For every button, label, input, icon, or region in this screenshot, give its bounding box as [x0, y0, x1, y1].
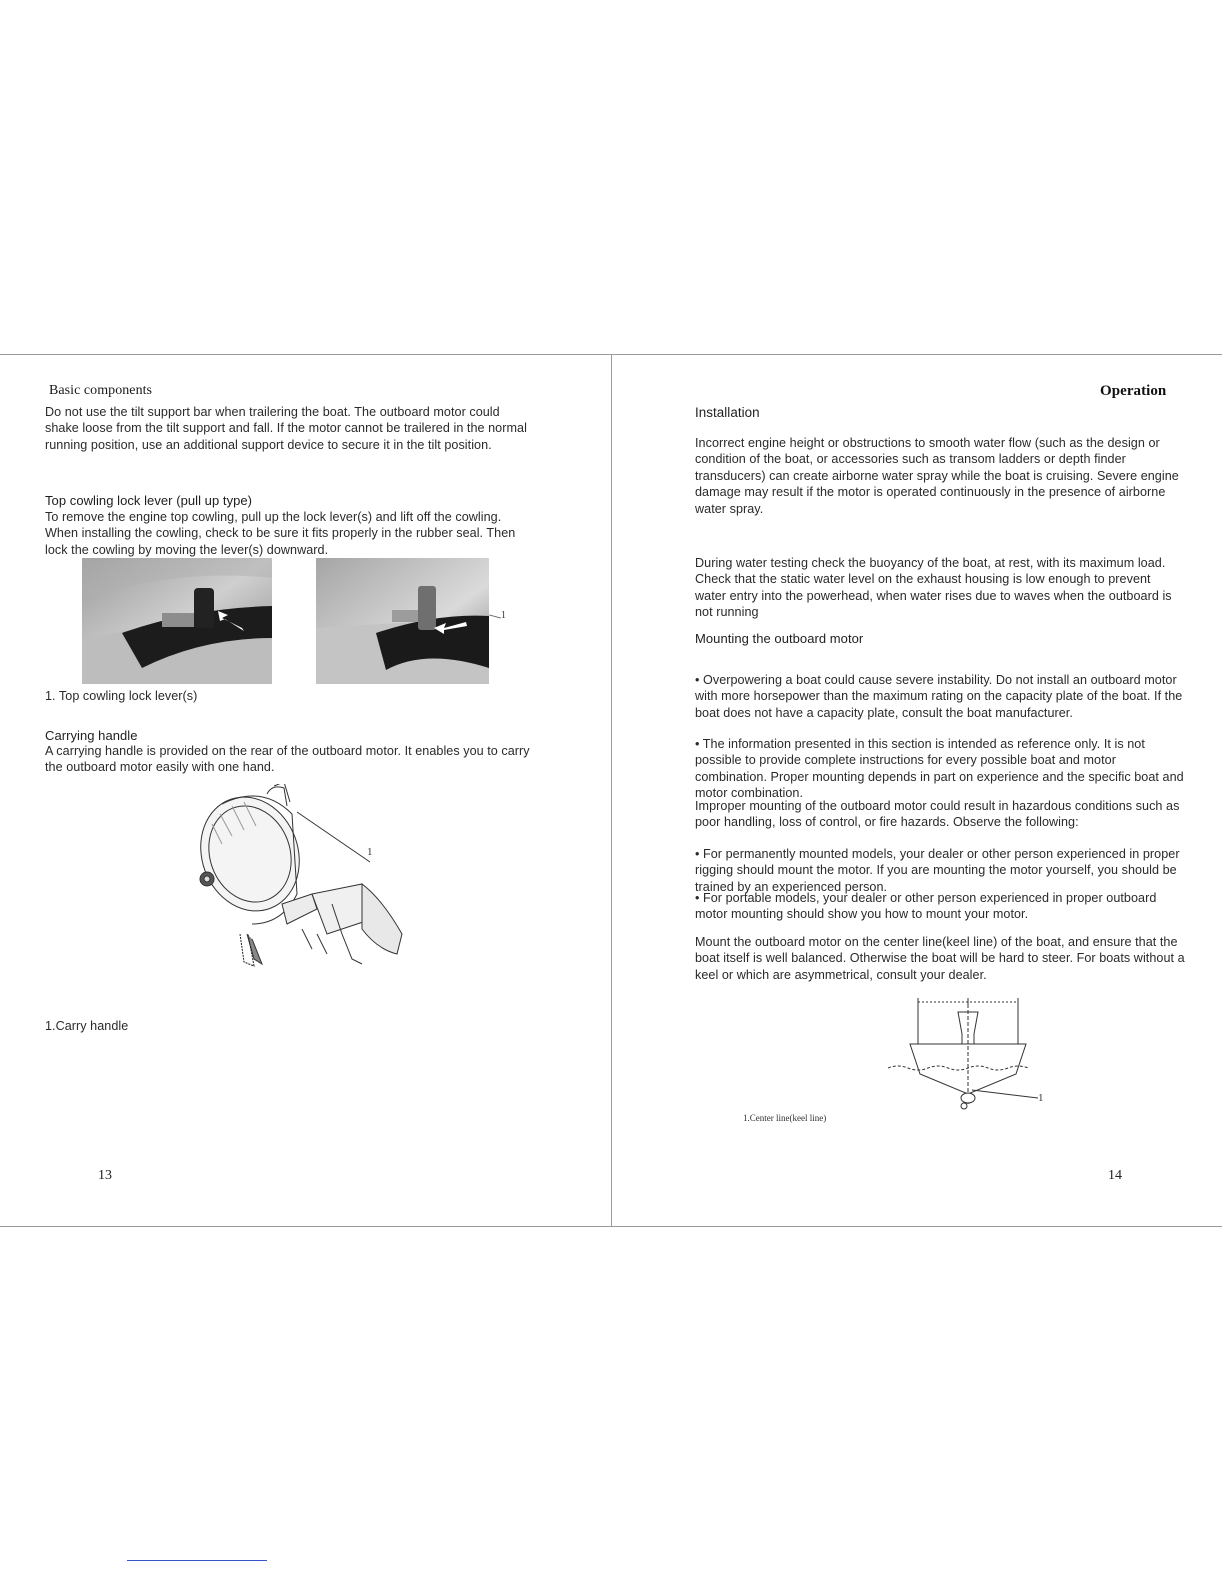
- outboard-motor-drawing: [192, 784, 412, 984]
- diagram-callout-number: 1: [1038, 1092, 1044, 1104]
- installation-paragraph: Incorrect engine height or obstructions to smooth water flow (such as the design or condition of the boat, or accessories such as transom ladders or depth finder transducers) can create airborne water spray while the boat is cruising. Severe engine damage may result if the motor is operated continuously in the presence of airborne water spray.: [695, 436, 1179, 516]
- intro-paragraph: Do not use the tilt support bar when trailering the boat. The outboard motor could shake loose from the tilt support and fall. If the motor cannot be trailered in the normal running position, use an additional support device to secure it in the tilt position.: [45, 405, 527, 452]
- center-line-diagram: [888, 994, 1038, 1124]
- cowling-lever-photo-2: [316, 558, 489, 684]
- installation-heading: Installation: [695, 405, 760, 420]
- diagram-caption: 1.Center line(keel line): [743, 1113, 827, 1123]
- section-title: Basic components: [49, 383, 153, 398]
- left-page: [0, 354, 611, 1225]
- right-page: [612, 354, 1222, 1225]
- callout-leader-line: [489, 614, 501, 618]
- handle-caption: 1.Carry handle: [45, 1019, 129, 1033]
- page-number-left: 13: [98, 1168, 112, 1183]
- cowling-lever-photo-1: [82, 558, 272, 684]
- page-number-right: 14: [1108, 1168, 1122, 1183]
- cowling-paragraph: To remove the engine top cowling, pull up the lock lever(s) and lift off the cowling. When installing the cowling, check to be sure it fits properly in the rubber seal. Then lock the cowling by moving the lever(s) downward.: [45, 510, 516, 557]
- bullet-portable-models: • For portable models, your dealer or other person experienced in proper outboard motor mounting should show you how to mount your motor.: [695, 891, 1157, 922]
- bullet-reference-only: • The information presented in this section is intended as reference only. It is not possible to provide complete instructions for every possible boat and motor combination. Proper mounting depends in part on experience and the specific boat and motor combination.: [695, 737, 1184, 801]
- photo-callout-number: 1: [501, 610, 506, 621]
- chapter-title: Operation: [1100, 383, 1167, 399]
- mounting-heading: Mounting the outboard motor: [695, 631, 864, 646]
- water-testing-paragraph: During water testing check the buoyancy of the boat, at rest, with its maximum load. Check that the static water level on the exhaust housing is low enough to prevent water entry into the powerhead, when water rises due to waves when the outboard is not running: [695, 556, 1172, 620]
- handle-paragraph: A carrying handle is provided on the rear of the outboard motor. It enables you to carry the outboard motor easily with one hand.: [45, 744, 530, 775]
- bullet-permanent-models: • For permanently mounted models, your dealer or other person experienced in proper rigging should mount the motor. If you are mounting the motor yourself, you should be trained by an experienced person.: [695, 847, 1180, 894]
- cowling-caption: 1. Top cowling lock lever(s): [45, 689, 198, 703]
- handle-heading: Carrying handle: [45, 728, 138, 743]
- bullet-overpowering: • Overpowering a boat could cause severe instability. Do not install an outboard motor with more horsepower than the maximum rating on the capacity plate of the boat. If the boat does not have a capacity plate, consult the boat manufacturer.: [695, 673, 1183, 720]
- cowling-heading: Top cowling lock lever (pull up type): [45, 493, 253, 508]
- handle-callout-number: 1: [367, 846, 373, 858]
- footer-link-underline: [127, 1560, 267, 1561]
- improper-mounting-paragraph: Improper mounting of the outboard motor could result in hazardous conditions such as poor handling, loss of control, or fire hazards. Observe the following:: [695, 799, 1180, 830]
- centerline-paragraph: Mount the outboard motor on the center line(keel line) of the boat, and ensure that the boat itself is well balanced. Otherwise the boat will be hard to steer. For boats without a keel or which are asymmetrical, consult your dealer.: [695, 935, 1185, 982]
